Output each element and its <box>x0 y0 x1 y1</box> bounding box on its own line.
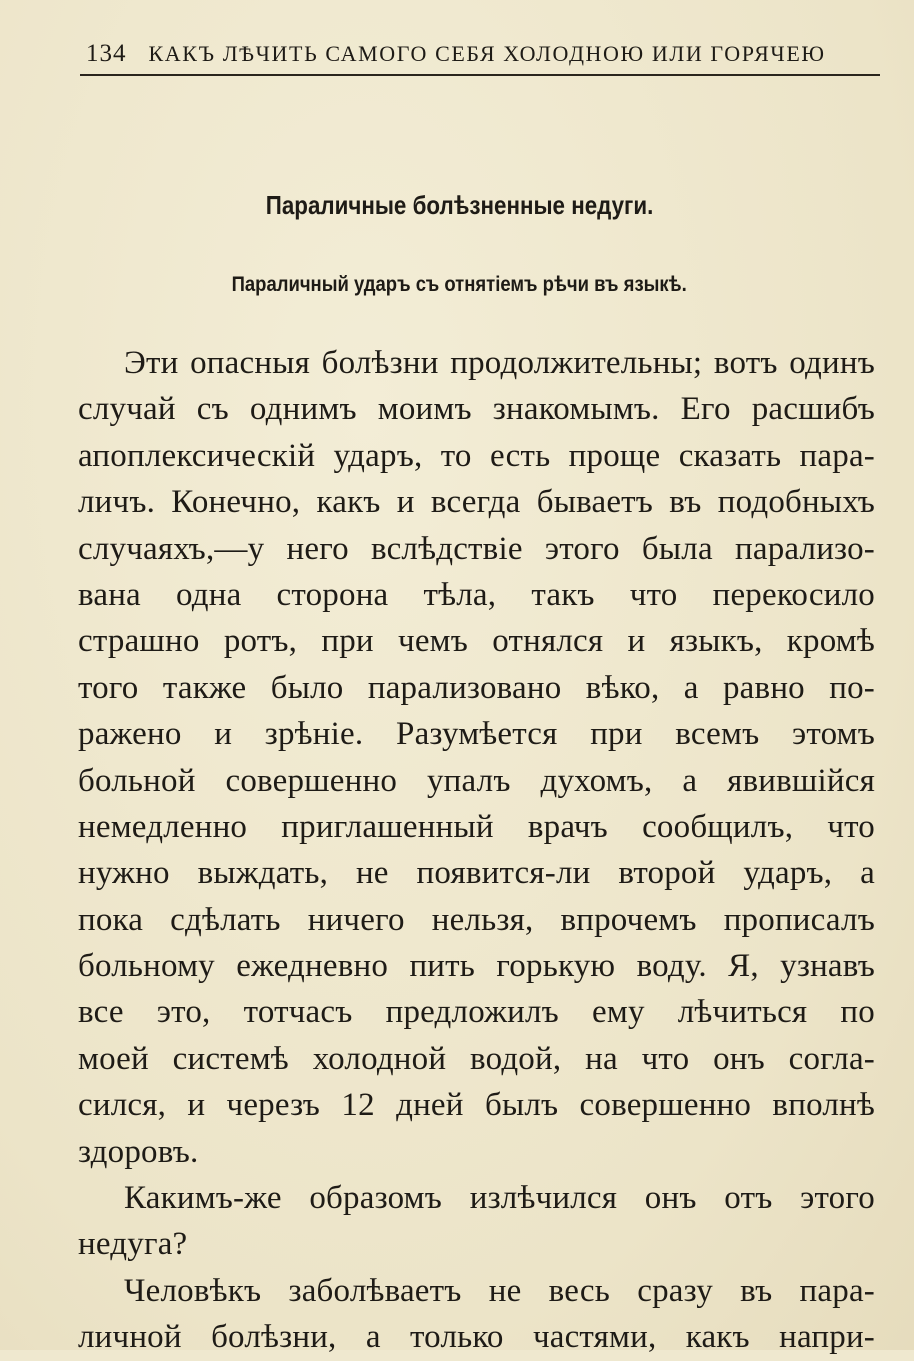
text-line <box>78 804 875 850</box>
text-line <box>78 1129 875 1175</box>
text-line <box>78 526 875 572</box>
text-line-content: все это, тотчасъ предложилъ ему лѣчиться по <box>78 994 875 1031</box>
body-text <box>78 340 875 1361</box>
text-line-content: Человѣкъ заболѣваетъ не весь сразу въ пара- <box>124 1272 875 1309</box>
text-line-content: моей системѣ холодной водой, на что онъ согла- <box>78 1040 875 1077</box>
text-line-content: ражено и зрѣніе. Разумѣется при всемъ этомъ <box>78 716 875 753</box>
text-line-content: здоровъ. <box>78 1133 199 1170</box>
text-line <box>78 989 875 1035</box>
text-line-content: сился, и черезъ 12 дней былъ совершенно вполнѣ <box>78 1087 875 1124</box>
section-title: Параличные болѣзненные недуги. <box>265 190 654 220</box>
text-line <box>78 618 875 664</box>
text-line <box>78 479 875 525</box>
text-line-content: личной болѣзни, а только частями, какъ напри- <box>78 1319 875 1356</box>
text-line <box>78 340 875 386</box>
text-line-content: нужно выждать, не появится-ли второй ударъ, а <box>78 855 875 892</box>
text-line-content: Эти опасныя болѣзни продолжительны; вотъ одинъ <box>124 345 875 381</box>
text-line-content: апоплексическій ударъ, то есть проще сказать пара- <box>78 437 875 474</box>
text-line <box>78 850 875 896</box>
subsection-title: Параличный ударъ съ отнятіемъ рѣчи въ языкѣ. <box>231 273 687 296</box>
text-line <box>78 1036 875 1082</box>
text-line-content: больной совершенно упалъ духомъ, а явившійся <box>78 762 875 799</box>
text-line <box>78 386 875 432</box>
text-line <box>78 758 875 804</box>
text-line-content: того также было парализовано вѣко, а равно по- <box>78 669 875 706</box>
text-line-content: немедленно приглашенный врачъ сообщилъ, что <box>78 808 875 845</box>
text-line-content: недуга? <box>78 1226 188 1263</box>
text-line <box>78 897 875 943</box>
text-line-content: пока сдѣлать ничего нельзя, впрочемъ прописалъ <box>78 901 875 938</box>
text-line <box>78 1175 875 1221</box>
text-line <box>78 1082 875 1128</box>
running-title: КАКЪ ЛѢЧИТЬ САМОГО СЕБЯ ХОЛОДНОЮ ИЛИ ГОРЯЧЕЮ <box>148 41 826 66</box>
text-line <box>78 711 875 757</box>
text-line <box>78 1268 875 1314</box>
running-head <box>86 40 874 76</box>
text-line-content: страшно ротъ, при чемъ отнялся и языкъ, кромѣ <box>78 623 875 660</box>
text-line-content: Какимъ-же образомъ излѣчился онъ отъ этого <box>124 1180 875 1217</box>
text-line <box>78 665 875 711</box>
text-line-content: случай съ однимъ моимъ знакомымъ. Его расшибъ <box>78 391 875 428</box>
text-line <box>78 433 875 479</box>
text-line <box>78 943 875 989</box>
text-line-content: личъ. Конечно, какъ и всегда бываетъ въ подобныхъ <box>78 484 875 521</box>
text-line <box>78 1314 875 1360</box>
text-line <box>78 1221 875 1267</box>
page-number: 134 <box>86 40 127 67</box>
text-line <box>78 572 875 618</box>
header-rule <box>80 74 880 76</box>
text-line-content: больному ежедневно пить горькую воду. Я, узнавъ <box>78 948 875 985</box>
text-line-content: вана одна сторона тѣла, такъ что перекосило <box>78 576 875 613</box>
text-line-content: случаяхъ,—у него вслѣдствіе этого была парализо- <box>78 530 875 567</box>
